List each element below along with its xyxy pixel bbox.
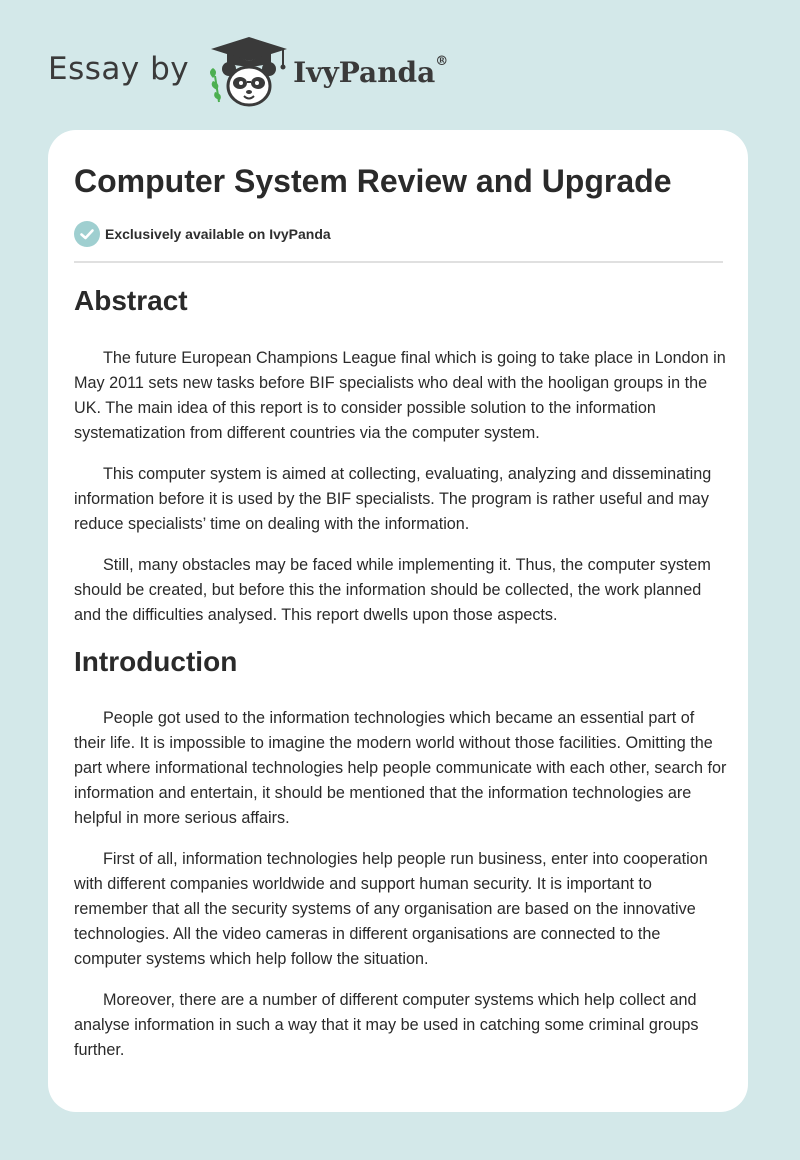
article-content xyxy=(74,280,730,1063)
check-circle-icon xyxy=(74,221,100,247)
article-title: Computer System Review and Upgrade xyxy=(74,163,672,199)
paragraph: Moreover, there are a number of different computer systems which help collect and analyse information in such a way that it may be used in catching some criminal groups further. xyxy=(74,991,699,1059)
brand-name-text: IvyPanda xyxy=(293,55,436,89)
registered-mark: ® xyxy=(435,53,449,69)
panda-logo-icon[interactable] xyxy=(203,36,295,110)
section-heading-abstract: Abstract xyxy=(74,285,188,316)
paragraph: People got used to the information technologies which became an essential part of their life. It is impossible to imagine the modern world without those facilities. Omitting the part where informational technologies help people communicate with each other, search for information and entertain, it should be mentioned that the information technologies are helpful in more serious affairs. xyxy=(74,709,727,827)
brand-name[interactable] xyxy=(293,53,449,89)
paragraph: First of all, information technologies help people run business, enter into cooperation with different companies worldwide and support human security. It is important to remember that all the security systems of any organisation are based on the innovative technologies. All the video cameras in different organisations are connected to the computer systems which help follow the situation. xyxy=(74,850,708,968)
site-header xyxy=(48,36,448,110)
article-card xyxy=(48,130,748,1112)
exclusive-badge xyxy=(74,221,331,247)
title-divider xyxy=(74,261,723,263)
section-heading-introduction: Introduction xyxy=(74,646,238,677)
paragraph: The future European Champions League final which is going to take place in London in May 2011 sets new tasks before BIF specialists who deal with the hooligan groups in the UK. The main idea of this report is to consider possible solution to the information systematization from different countries via the computer system. xyxy=(74,349,726,442)
essay-by-label: Essay by xyxy=(48,51,190,87)
paragraph: This computer system is aimed at collecting, evaluating, analyzing and disseminating information before it is used by the BIF specialists. The program is rather useful and may reduce specialists’ time on dealing with the information. xyxy=(74,465,712,533)
paragraph: Still, many obstacles may be faced while implementing it. Thus, the computer system should be created, but before this the information should be collected, the work planned and the difficulties analysed. This report dwells upon those aspects. xyxy=(74,556,711,624)
exclusive-label: Exclusively available on IvyPanda xyxy=(105,226,331,242)
